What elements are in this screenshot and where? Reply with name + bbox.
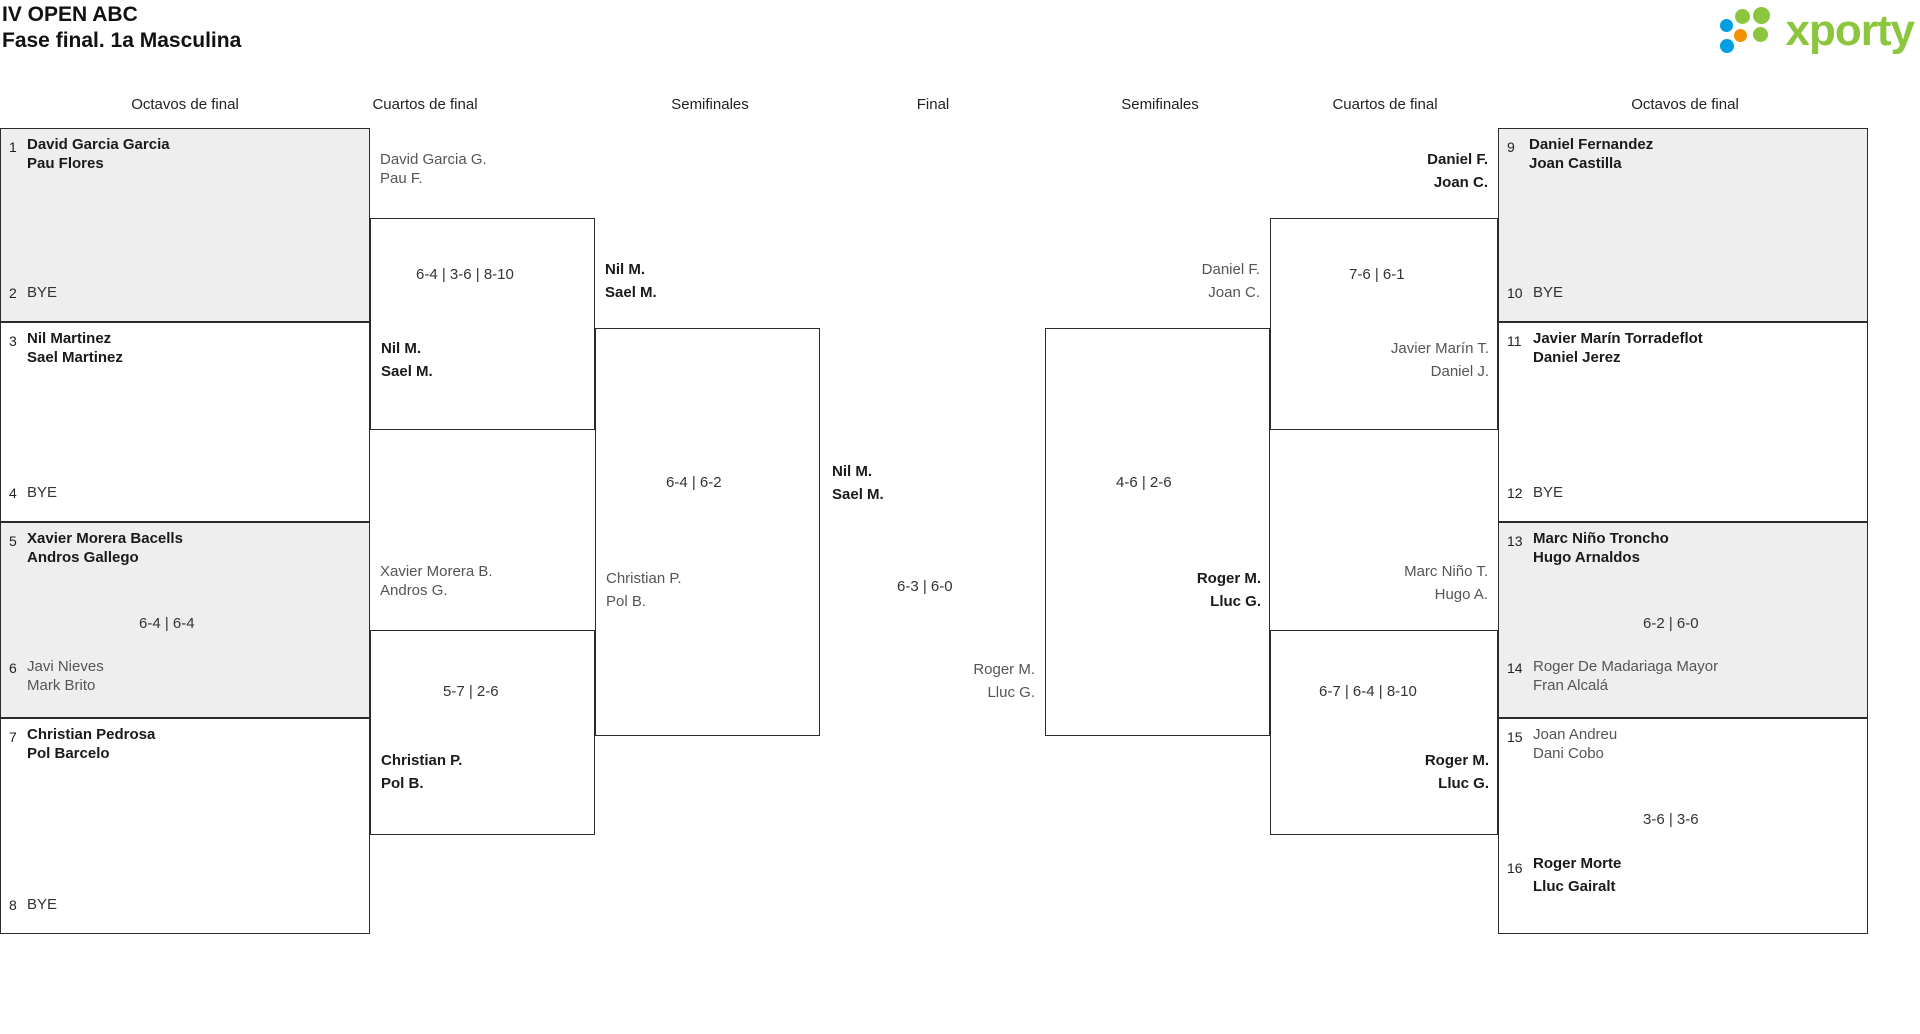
page-header: [0, 0, 1920, 70]
round-label-right-sf: Semifinales: [1121, 96, 1199, 113]
bye-label: BYE: [1533, 484, 1564, 501]
match-right-r16-2[interactable]: [1498, 322, 1868, 522]
match-score: 6-3 | 6-0: [897, 578, 953, 595]
match-score: 3-6 | 3-6: [1643, 811, 1699, 828]
match-right-r16-4[interactable]: [1498, 718, 1868, 934]
player-name: Daniel Jerez: [1533, 349, 1621, 366]
player-name: Pol B.: [381, 775, 424, 792]
seed-number: 3: [9, 333, 17, 349]
player-name: Roger M.: [1196, 570, 1261, 587]
seed-number: 12: [1507, 485, 1523, 501]
final-winner: [820, 440, 1045, 520]
seed-number: 11: [1507, 333, 1522, 349]
match-score: 4-6 | 2-6: [1116, 474, 1172, 491]
seed-number: 15: [1507, 729, 1523, 745]
final-match[interactable]: [820, 548, 1045, 701]
match-left-r16-2[interactable]: [0, 322, 370, 522]
match-score: 6-4 | 3-6 | 8-10: [416, 266, 514, 283]
seed-number: 9: [1507, 139, 1515, 155]
player-name: Joan Andreu: [1533, 726, 1618, 743]
player-name: Joan C.: [1208, 284, 1260, 301]
player-name: Xavier Morera B.: [380, 563, 493, 580]
bye-label: BYE: [27, 896, 58, 913]
player-name: Pol B.: [606, 593, 647, 610]
player-name: Lluc G.: [1438, 775, 1489, 792]
seed-number: 10: [1507, 285, 1523, 301]
player-name: Roger Morte: [1533, 855, 1622, 872]
player-name: Christian P.: [381, 752, 463, 769]
match-right-qf-2-top: [1270, 540, 1498, 630]
player-name: Sael M.: [832, 486, 884, 503]
match-left-r16-3[interactable]: [0, 522, 370, 718]
player-name: Joan C.: [1433, 174, 1488, 191]
player-name: Sael Martinez: [27, 349, 123, 366]
logo-dots-icon: [1720, 7, 1782, 55]
match-left-sf-top: [595, 238, 820, 328]
seed-number: 6: [9, 660, 17, 676]
player-name: Nil Martinez: [27, 330, 112, 347]
match-left-qf-1[interactable]: [370, 218, 595, 430]
match-left-sf[interactable]: [595, 328, 820, 736]
player-name: Roger De Madariaga Mayor: [1533, 658, 1719, 675]
seed-number: 7: [9, 729, 17, 745]
match-score: 5-7 | 2-6: [443, 683, 499, 700]
match-right-sf-top: [1045, 238, 1270, 328]
seed-number: 4: [9, 485, 17, 501]
match-left-r16-1[interactable]: [0, 128, 370, 322]
match-right-sf[interactable]: [1045, 328, 1270, 736]
player-name: Marc Niño Troncho: [1533, 530, 1669, 547]
player-name: Sael M.: [381, 363, 433, 380]
logo-text: xporty: [1785, 6, 1914, 55]
seed-number: 13: [1507, 533, 1523, 549]
match-left-qf-2-top: [370, 540, 595, 630]
round-label-left-qf: Cuartos de final: [372, 96, 478, 113]
player-name: Andros G.: [380, 582, 448, 599]
player-name: Daniel Fernandez: [1529, 136, 1654, 153]
seed-number: 2: [9, 285, 17, 301]
round-label-final: Final: [916, 96, 950, 113]
player-name: Pol Barcelo: [27, 745, 110, 762]
player-name: Javier Marín T.: [1390, 340, 1489, 357]
player-name: David Garcia Garcia: [27, 136, 170, 153]
player-name: Daniel J.: [1430, 363, 1489, 380]
match-left-qf-1-top: [370, 128, 595, 218]
player-name: Lluc G.: [987, 684, 1035, 701]
player-name: Sael M.: [605, 284, 657, 301]
xporty-logo: [1720, 4, 1914, 58]
round-label-left-r16: Octavos de final: [131, 96, 239, 113]
player-name: Lluc G.: [1210, 593, 1261, 610]
player-name: Javi Nieves: [27, 658, 104, 675]
player-name: Nil M.: [605, 261, 645, 278]
round-label-right-r16: Octavos de final: [1631, 96, 1739, 113]
player-name: Andros Gallego: [27, 549, 139, 566]
player-name: David Garcia G.: [380, 151, 487, 168]
round-label-left-sf: Semifinales: [671, 96, 749, 113]
match-right-r16-1[interactable]: [1498, 128, 1868, 322]
match-left-r16-4[interactable]: [0, 718, 370, 934]
match-score: 7-6 | 6-1: [1349, 266, 1405, 283]
player-name: Nil M.: [832, 463, 872, 480]
round-label-right-qf: Cuartos de final: [1332, 96, 1438, 113]
player-name: Fran Alcalá: [1533, 677, 1609, 694]
bye-label: BYE: [27, 484, 58, 501]
match-right-r16-3[interactable]: [1498, 522, 1868, 718]
player-name: Xavier Morera Bacells: [27, 530, 183, 547]
tournament-name: IV OPEN ABC: [2, 3, 138, 26]
player-name: Marc Niño T.: [1404, 563, 1488, 580]
bye-label: BYE: [1533, 284, 1564, 301]
match-score: 6-2 | 6-0: [1643, 615, 1699, 632]
player-name: Joan Castilla: [1529, 155, 1622, 172]
phase-name: Fase final. 1a Masculina: [2, 29, 242, 52]
player-name: Daniel F.: [1201, 261, 1260, 278]
match-right-qf-2[interactable]: [1270, 630, 1498, 835]
player-name: Christian P.: [606, 570, 682, 587]
player-name: Dani Cobo: [1533, 745, 1604, 762]
player-name: Roger M.: [973, 661, 1035, 678]
player-name: Roger M.: [1424, 752, 1489, 769]
player-name: Pau Flores: [27, 155, 104, 172]
player-name: Mark Brito: [27, 677, 96, 694]
seed-number: 1: [9, 139, 17, 155]
player-name: Daniel F.: [1427, 151, 1488, 168]
bye-label: BYE: [27, 284, 58, 301]
player-name: Hugo A.: [1434, 586, 1488, 603]
match-score: 6-4 | 6-2: [666, 474, 722, 491]
seed-number: 16: [1507, 860, 1523, 876]
seed-number: 14: [1507, 660, 1523, 676]
player-name: Lluc Gairalt: [1533, 878, 1616, 895]
player-name: Pau F.: [380, 170, 423, 187]
player-name: Nil M.: [381, 340, 421, 357]
match-score: 6-4 | 6-4: [139, 615, 195, 632]
match-right-qf-1[interactable]: [1270, 218, 1498, 430]
player-name: Javier Marín Torradeflot: [1533, 330, 1703, 347]
player-name: Hugo Arnaldos: [1533, 549, 1640, 566]
seed-number: 5: [9, 533, 17, 549]
match-left-qf-2[interactable]: [370, 630, 595, 835]
seed-number: 8: [9, 897, 17, 913]
title-block: [2, 2, 241, 54]
player-name: Christian Pedrosa: [27, 726, 156, 743]
match-right-qf-1-top: [1270, 128, 1498, 218]
match-score: 6-7 | 6-4 | 8-10: [1319, 683, 1417, 700]
